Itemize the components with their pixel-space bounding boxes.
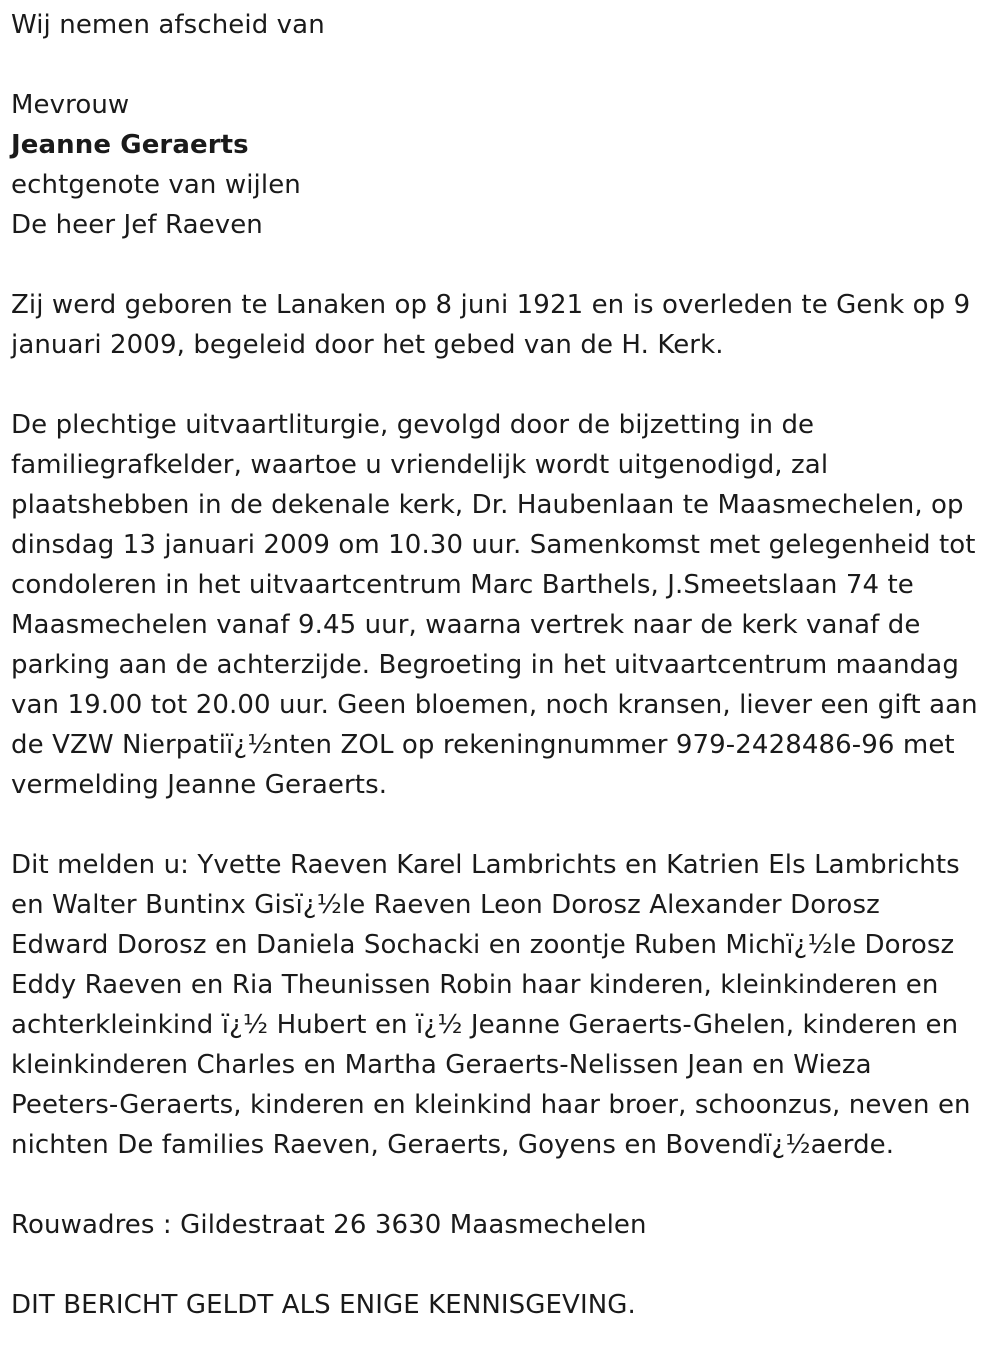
ceremony-line: familiegrafkelder, waartoe u vriendelijk wordt uitgenodigd, zal xyxy=(11,450,829,480)
ceremony-line: dinsdag 13 januari 2009 om 10.30 uur. Samenkomst met gelegenheid tot xyxy=(11,530,976,560)
spacer xyxy=(11,805,993,845)
family-paragraph xyxy=(11,845,993,1165)
ceremony-line: parking aan de achterzijde. Begroeting in het uitvaartcentrum maandag xyxy=(11,650,959,680)
birth-death-paragraph xyxy=(11,285,993,365)
obituary-document xyxy=(11,0,993,1325)
family-line: Dit melden u: Yvette Raeven Karel Lambrichts en Katrien Els Lambrichts xyxy=(11,850,960,880)
family-line: Edward Dorosz en Daniela Sochacki en zoontje Ruben Michï¿½le Dorosz xyxy=(11,930,955,960)
deceased-name: Jeanne Geraerts xyxy=(11,130,249,160)
ceremony-line: De plechtige uitvaartliturgie, gevolgd door de bijzetting in de xyxy=(11,410,815,440)
family-line: achterkleinkind ï¿½ Hubert en ï¿½ Jeanne Geraerts-Ghelen, kinderen en xyxy=(11,1010,959,1040)
spacer xyxy=(11,365,993,405)
spacer xyxy=(11,1245,993,1285)
ceremony-line: plaatshebben in de dekenale kerk, Dr. Haubenlaan te Maasmechelen, op xyxy=(11,490,964,520)
family-line: nichten De families Raeven, Geraerts, Goyens en Bovendï¿½aerde. xyxy=(11,1130,895,1160)
family-line: Eddy Raeven en Ria Theunissen Robin haar kinderen, kleinkinderen en xyxy=(11,970,939,1000)
birth-death-line: Zij werd geboren te Lanaken op 8 juni 1921 en is overleden te Genk op 9 xyxy=(11,290,971,320)
title-prefix: Mevrouw xyxy=(11,90,130,120)
spacer xyxy=(11,45,993,85)
ceremony-line: condoleren in het uitvaartcentrum Marc Barthels, J.Smeetslaan 74 te xyxy=(11,570,914,600)
spacer xyxy=(11,1165,993,1205)
spouse-intro: echtgenote van wijlen xyxy=(11,170,301,200)
intro-text: Wij nemen afscheid van xyxy=(11,10,325,40)
notice-text: DIT BERICHT GELDT ALS ENIGE KENNISGEVING. xyxy=(11,1290,636,1320)
ceremony-line: van 19.00 tot 20.00 uur. Geen bloemen, noch kransen, liever een gift aan xyxy=(11,690,978,720)
spacer xyxy=(11,245,993,285)
family-line: en Walter Buntinx Gisï¿½le Raeven Leon Dorosz Alexander Dorosz xyxy=(11,890,880,920)
ceremony-line: vermelding Jeanne Geraerts. xyxy=(11,770,388,800)
family-line: Peeters-Geraerts, kinderen en kleinkind haar broer, schoonzus, neven en xyxy=(11,1090,971,1120)
birth-death-line: januari 2009, begeleid door het gebed van de H. Kerk. xyxy=(11,330,724,360)
ceremony-paragraph xyxy=(11,405,993,805)
ceremony-line: de VZW Nierpatiï¿½nten ZOL op rekeningnummer 979-2428486-96 met xyxy=(11,730,955,760)
ceremony-line: Maasmechelen vanaf 9.45 uur, waarna vertrek naar de kerk vanaf de xyxy=(11,610,921,640)
spouse-name: De heer Jef Raeven xyxy=(11,210,263,240)
family-line: kleinkinderen Charles en Martha Geraerts-Nelissen Jean en Wieza xyxy=(11,1050,872,1080)
mourning-address: Rouwadres : Gildestraat 26 3630 Maasmechelen xyxy=(11,1210,647,1240)
